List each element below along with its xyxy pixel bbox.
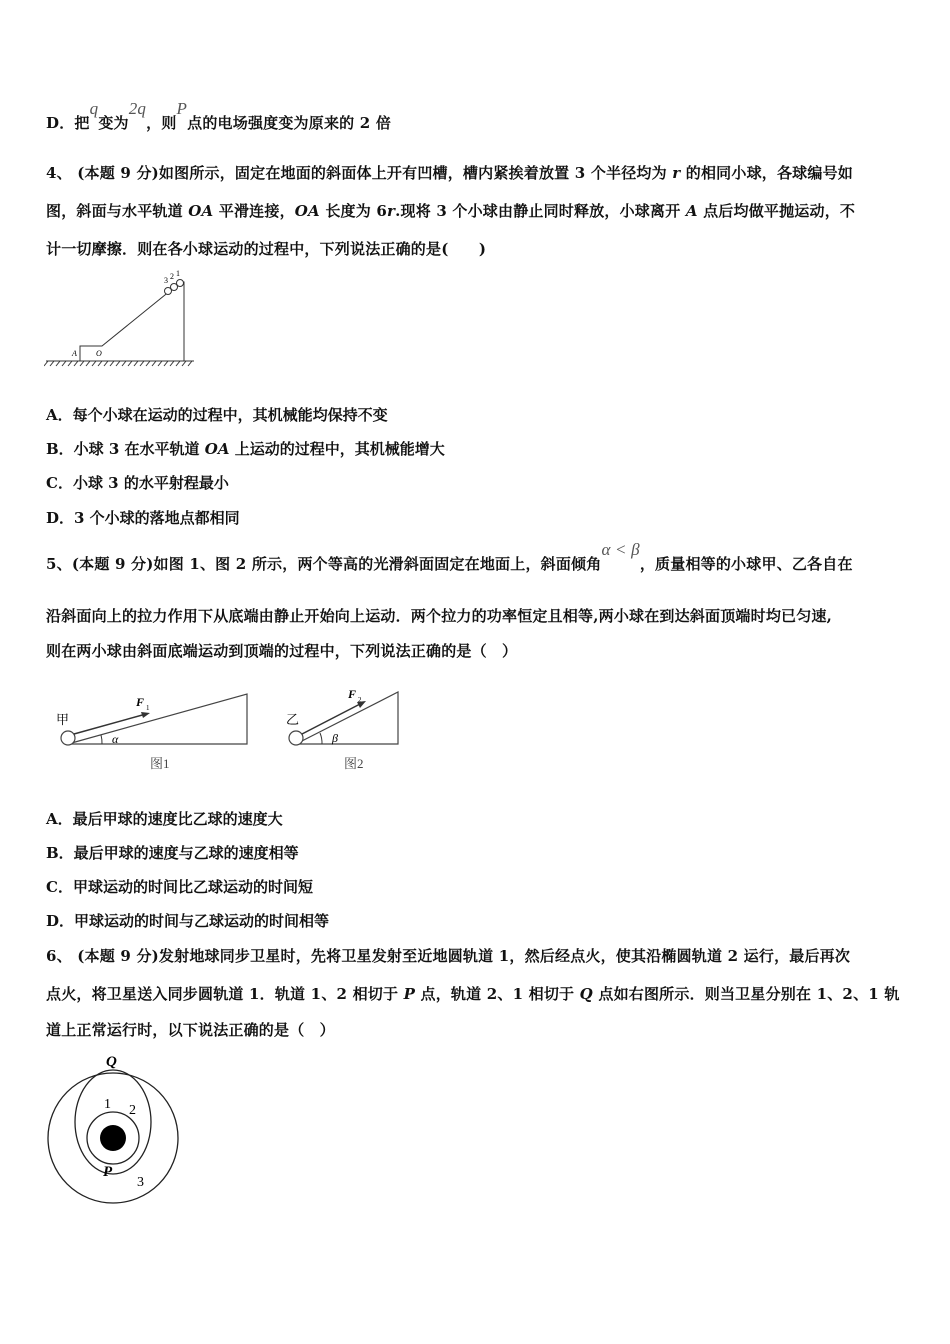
- q6-figure-orbits: [40, 1044, 190, 1204]
- q5-stem-line1: [46, 540, 853, 574]
- label-q: Q: [106, 1054, 117, 1070]
- q5-option-c[interactable]: C．甲球运动的时间比乙球运动的时间短: [46, 878, 313, 896]
- ball-label-yi: 乙: [286, 712, 300, 727]
- text: 把: [74, 114, 90, 132]
- label-o: O: [96, 349, 102, 358]
- q3-option-d: [46, 99, 392, 133]
- figure-caption-1: 图1: [150, 756, 170, 771]
- q4-stem-line3: 计一切摩擦．则在各小球运动的过程中，下列说法正确的是( ): [46, 240, 487, 258]
- q4-option-a[interactable]: A．每个小球在运动的过程中，其机械能均保持不变: [46, 406, 388, 424]
- q5-stem-line3: 则在两小球由斜面底端运动到顶端的过程中，下列说法正确的是（ ）: [46, 642, 518, 660]
- text: B．小球 3 在水平轨道: [46, 440, 205, 458]
- var-r: r: [386, 202, 396, 220]
- ground-hatch: [44, 361, 192, 366]
- ball-jia: [61, 731, 75, 745]
- var-oa: OA: [188, 202, 214, 220]
- text: 4、 (本题 9 分)如图所示，固定在地面的斜面体上开有凹槽，槽内紧挨着放置 3 个半径均为: [46, 164, 673, 182]
- text: 的相同小球，各球编号如: [680, 164, 853, 182]
- orbit-label-2: 2: [129, 1103, 136, 1118]
- orbit-label-1: 1: [104, 1097, 111, 1112]
- text: .现将 3 个小球由静止同时释放，小球离开: [395, 202, 686, 220]
- incline-1: [68, 694, 247, 744]
- q4-stem-line1: [46, 162, 853, 183]
- q4-option-c[interactable]: C．小球 3 的水平射程最小: [46, 474, 229, 492]
- q5-option-b[interactable]: B．最后甲球的速度与乙球的速度相等: [46, 844, 299, 862]
- text: 长度为 6: [319, 202, 387, 220]
- ball-label-3: 3: [164, 276, 168, 285]
- angle-label-alpha: α: [112, 732, 119, 746]
- force-subscript-1: 1: [146, 704, 150, 712]
- ball-label-1: 1: [176, 269, 180, 278]
- q5-figure-2: [282, 682, 422, 776]
- earth: [100, 1125, 126, 1151]
- q4-stem-line2: [46, 200, 855, 221]
- text: 5、(本题 9 分)如图 1、图 2 所示，两个等高的光滑斜面固定在地面上，斜面倾角: [46, 555, 602, 573]
- figure-caption-2: 图2: [344, 756, 364, 771]
- math-q: q: [89, 99, 99, 118]
- var-p: P: [403, 985, 416, 1003]
- text: 点火，将卫星送入同步圆轨道 1．轨道 1、2 相切于: [46, 985, 404, 1003]
- q6-stem-line1: 6、 (本题 9 分)发射地球同步卫星时，先将卫星发射至近地圆轨道 1，然后经点火，使其沿椭圆轨道 2 运行，最后再次: [46, 947, 851, 965]
- q4-figure-incline: [44, 268, 204, 372]
- label-p: P: [103, 1164, 113, 1180]
- q5-figure-1: [54, 686, 254, 776]
- orbit-2-ellipse: [75, 1070, 151, 1174]
- force-subscript-2: 2: [358, 696, 362, 704]
- text: 图，斜面与水平轨道: [46, 202, 189, 220]
- var-oa: OA: [294, 202, 320, 220]
- ball-1: [177, 280, 184, 287]
- arrowhead-1: [141, 712, 150, 718]
- text: ，质量相等的小球甲、乙各自在: [639, 555, 853, 573]
- var-r: r: [672, 164, 681, 182]
- text: 平滑连接，: [213, 202, 295, 220]
- orbit-label-3: 3: [137, 1175, 144, 1190]
- math-alpha-lt-beta: α < β: [601, 540, 640, 559]
- q4-option-b[interactable]: [46, 438, 445, 459]
- text: ，则: [146, 114, 177, 132]
- q6-stem-line2: [46, 983, 900, 1004]
- label-a: A: [72, 349, 77, 358]
- math-p: P: [176, 99, 188, 118]
- ball-label-2: 2: [170, 272, 174, 281]
- q5-option-a[interactable]: A．最后甲球的速度比乙球的速度大: [46, 810, 283, 828]
- q6-stem-line3: 道上正常运行时，以下说法正确的是（ ）: [46, 1021, 335, 1039]
- text: 点如右图所示．则当卫星分别在 1、2、1 轨: [592, 985, 900, 1003]
- angle-label-beta: β: [332, 731, 338, 745]
- ball-yi: [289, 731, 303, 745]
- force-label-f: F: [136, 695, 145, 709]
- var-a: A: [685, 202, 698, 220]
- incline-2: [296, 692, 398, 744]
- var-oa: OA: [204, 440, 230, 458]
- text: 点的电场强度变为原来的 2 倍: [187, 114, 392, 132]
- var-q: Q: [579, 985, 593, 1003]
- text: 上运动的过程中，其机械能增大: [229, 440, 445, 458]
- option-label: D．: [46, 114, 75, 132]
- text: 点，轨道 2、1 相切于: [415, 985, 580, 1003]
- text: 变为: [98, 114, 129, 132]
- q5-stem-line2: 沿斜面向上的拉力作用下从底端由静止开始向上运动．两个拉力的功率恒定且相等,两小球在到达斜面顶端时均已匀速,: [46, 607, 833, 625]
- ball-label-jia: 甲: [56, 712, 70, 727]
- force-label-f: F: [348, 687, 357, 701]
- math-2q: 2q: [128, 99, 147, 118]
- text: 点后均做平抛运动，不: [697, 202, 856, 220]
- q5-option-d[interactable]: D．甲球运动的时间与乙球运动的时间相等: [46, 912, 330, 930]
- q4-option-d[interactable]: D．3 个小球的落地点都相同: [46, 509, 240, 527]
